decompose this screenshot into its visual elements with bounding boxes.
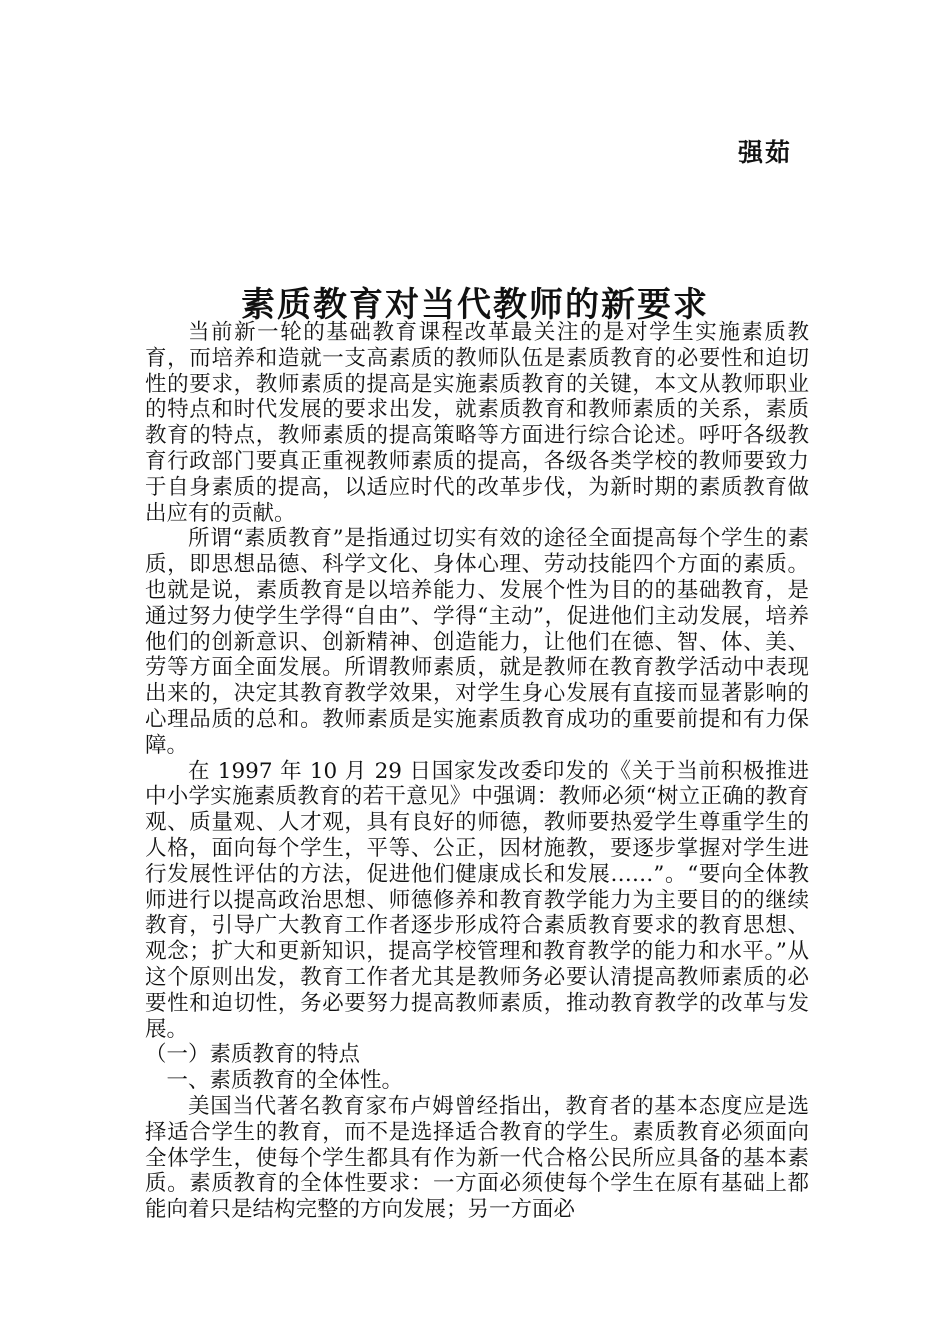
paragraph-bloom: 美国当代著名教育家布卢姆曾经指出，教育者的基本态度应是选择适合学生的教育，而不是选择适合教育的学生。素质教育必须面向全体学生，使每个学生都具有作为新一代合格公民所应具备的基本素质。素质教育的全体性要求：一方面必须使每个学生在原有基础上都能向着只是结构完整的方向发展；另一方面必 (145, 1093, 809, 1223)
document-title: 素质教育对当代教师的新要求 (241, 285, 709, 325)
section-heading: （一）素质教育的特点 (145, 1042, 361, 1068)
section-subheading: 一、素质教育的全体性。 (166, 1068, 404, 1094)
document-body (145, 320, 809, 1223)
paragraph-definition: 所谓“素质教育”是指通过切实有效的途径全面提高每个学生的素质，即思想品德、科学文化、身体心理、劳动技能四个方面的素质。也就是说，素质教育是以培养能力、发展个性为目的的基础教育，是通过努力使学生学得“自由”、学得“主动”，促进他们主动发展，培养他们的创新意识、创新精神、创造能力，让他们在德、智、体、美、劳等方面全面发展。所谓教师素质，就是教师在教育教学活动中表现出来的，决定其教育教学效果，对学生身心发展有直接而显著影响的心理品质的总和。教师素质是实施素质教育成功的重要前提和有力保障。 (145, 526, 810, 758)
paragraph-intro: 当前新一轮的基础教育课程改革最关注的是对学生实施素质教育，而培养和造就一支高素质的教师队伍是素质教育的必要性和迫切性的要求，教师素质的提高是实施素质教育的关键，本文从教师职业的特点和时代发展的要求出发，就素质教育和教师素质的关系，素质教育的特点，教师素质的提高策略等方面进行综合论述。呼吁各级教育行政部门要真正重视教师素质的提高，各级各类学校的教师要致力于自身素质的提高，以适应时代的改革步伐，为新时期的素质教育做出应有的贡献。 (145, 320, 809, 526)
author-name: 强茹 (737, 138, 792, 167)
paragraph-policy: 在 1997 年 10 月 29 日国家发改委印发的《关于当前积极推进中小学实施素质教育的若干意见》中强调：教师必须“树立正确的教育观、质量观、人才观，具有良好的师德，教师要热爱学生尊重学生的人格，面向每个学生，平等、公正，因材施教，要逐步掌握对学生进行发展性评估的方法，促进他们健康成长和发展……”。“要向全体教师进行以提高政治思想、师德修养和教育教学能力为主要目的的继续教育，引导广大教育工作者逐步形成符合素质教育要求的教育思想、观念；扩大和更新知识，提高学校管理和教育教学的能力和水平。”从这个原则出发，教育工作者尤其是教师务必要认清提高教师素质的必要性和迫切性，务必要努力提高教师素质，推动教育教学的改革与发展。 (145, 758, 809, 1042)
